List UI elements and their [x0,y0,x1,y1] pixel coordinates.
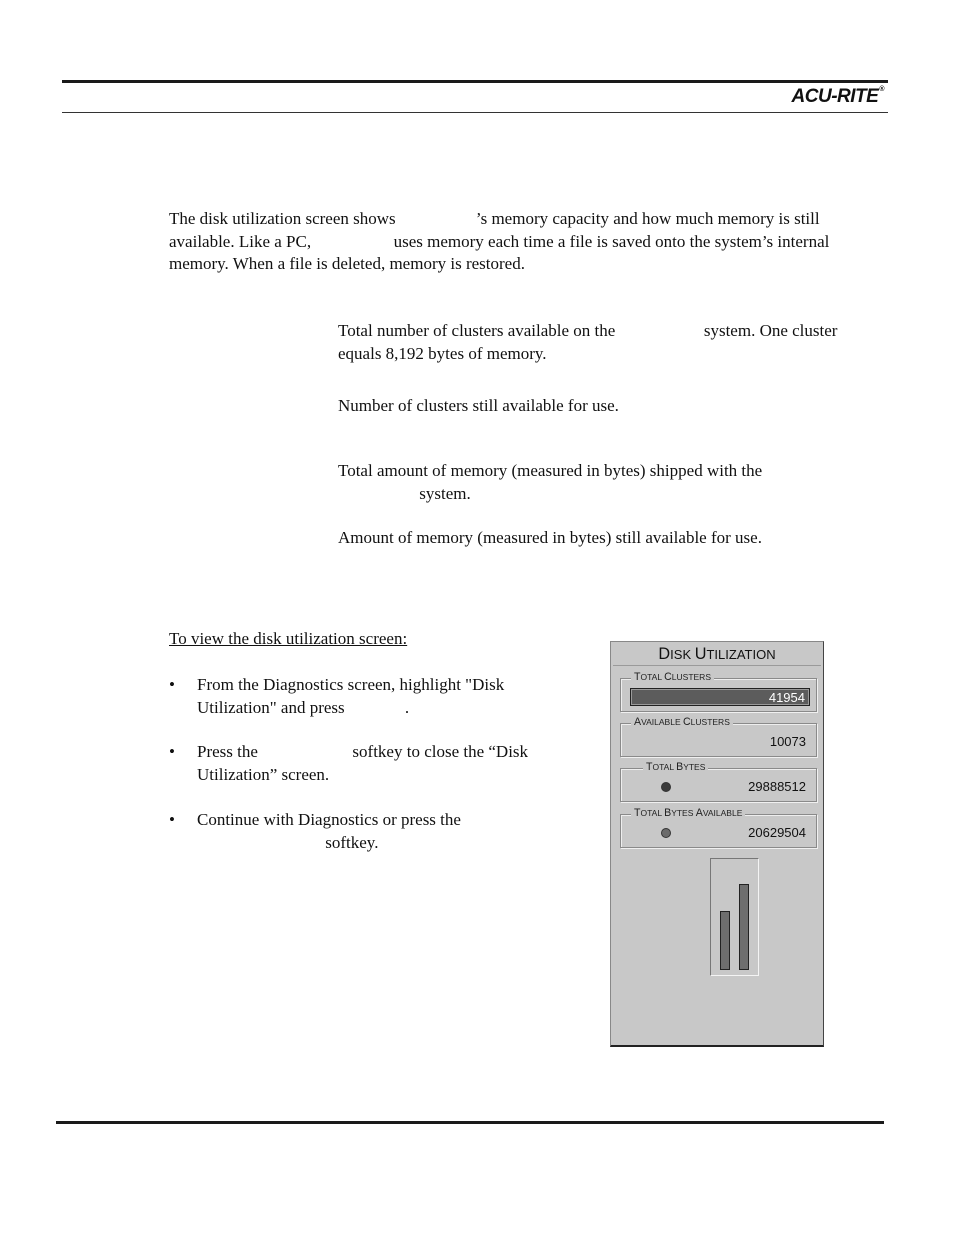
total-bytes-label: TOTAL BYTES [643,761,708,773]
total-clusters-value[interactable]: 41954 [630,688,810,706]
bullet-icon: • [169,675,175,694]
available-clusters-value[interactable]: 10073 [769,734,806,749]
definition-total-clusters: Total number of clusters available on the system. One cluster equals 8,192 bytes of memory. [338,321,838,363]
total-bytes-value[interactable]: 29888512 [748,779,806,794]
bullet-icon: • [169,742,175,761]
header-rule-thin [62,112,888,113]
available-clusters-label: AVAILABLE CLUSTERS [631,716,733,728]
footer-rule [56,1121,884,1124]
panel-title: DISK UTILIZATION [613,643,821,666]
list-item-text: Press the softkey to close the “Disk Utilization” screen. [197,742,529,784]
total-bytes-available-group [620,807,817,848]
disk-utilization-panel [610,641,824,1047]
total-bytes-group [620,761,817,802]
header-rule [62,80,888,83]
intro-paragraph: The disk utilization screen shows ’s memory capacity and how much memory is still available. Like a PC, uses memory each time a file is saved onto the system’s internal memory. When a file is deleted, memory is restored. [169,209,830,273]
definition-total-bytes-available: Amount of memory (measured in bytes) still available for use. [338,528,762,547]
total-clusters-label: TOTAL CLUSTERS [631,671,714,683]
instructions-heading: To view the disk utilization screen: [169,629,408,648]
available-memory-bar [720,911,730,970]
total-memory-bar [739,884,749,970]
total-clusters-group [620,671,817,712]
total-bytes-available-label: TOTAL BYTES AVAILABLE [631,807,745,819]
definition-total-bytes: Total amount of memory (measured in bytes) shipped with the system. [338,461,763,503]
total-bytes-available-value[interactable]: 20629504 [748,825,806,840]
memory-bar-graph [710,858,759,976]
available-clusters-group [620,716,817,757]
list-item-text: From the Diagnostics screen, highlight "Disk Utilization" and press . [197,675,505,717]
definition-available-clusters: Number of clusters still available for use. [338,396,619,415]
acu-rite-logo: ACU-RITE® [791,86,884,107]
list-item-text: Continue with Diagnostics or press the softkey. [197,810,461,852]
bullet-icon: • [169,810,175,829]
